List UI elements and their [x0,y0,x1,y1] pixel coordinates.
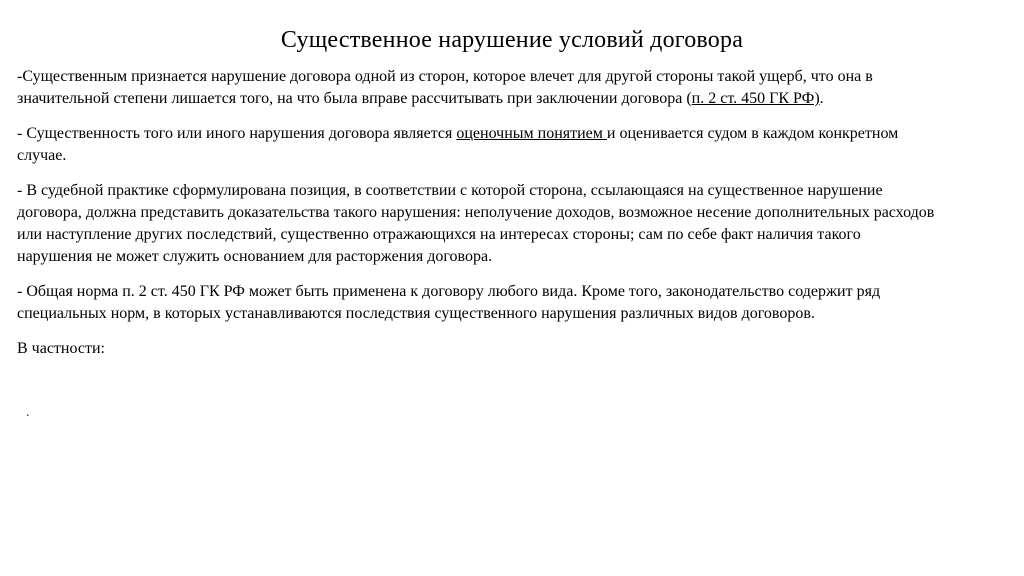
paragraph [17,66,937,110]
paragraph-text: В частности: [17,340,105,357]
paragraph-text: - В судебной практике сформулирована позиция, в соответствии с которой сторона, ссылающаяся на существенное нарушение договора, должна представить доказательства такого нарушения: неполучение доходов, возможное несение дополнительных расходов или наступление других последствий, существенно отражающихся на интересах стороны; сам по себе факт наличия такого нарушения не может служить основанием для расторжения договора. [17,182,935,265]
paragraph [17,123,937,167]
paragraph [17,338,937,360]
underlined-reference: оценочным понятием [456,125,607,142]
footer-period: . [26,405,30,420]
paragraph-text: . [819,90,824,107]
paragraph-text: - Существенность того или иного нарушения договора является [17,125,457,142]
content [17,66,937,360]
paragraph-text: -Существенным признается нарушение договора одной из сторон, которое влечет для другой стороны такой ущерб, что она в значительной степени лишается того, на что была вправе рассчитывать при заключении договора ( [17,68,873,107]
paragraph-text: и оценивается судом в каждом конкретном случае. [17,125,899,164]
paragraph [17,281,937,325]
paragraph [17,180,937,268]
underlined-reference: п. 2 ст. 450 ГК РФ) [691,90,820,107]
slide-title: Существенное нарушение условий договора [280,27,744,53]
paragraph-text: - Общая норма п. 2 ст. 450 ГК РФ может быть применена к договору любого вида. Кроме того, законодательство содержит ряд специальных норм, в которых устанавливаются последствия существенного нарушения различных видов договоров. [17,283,881,322]
